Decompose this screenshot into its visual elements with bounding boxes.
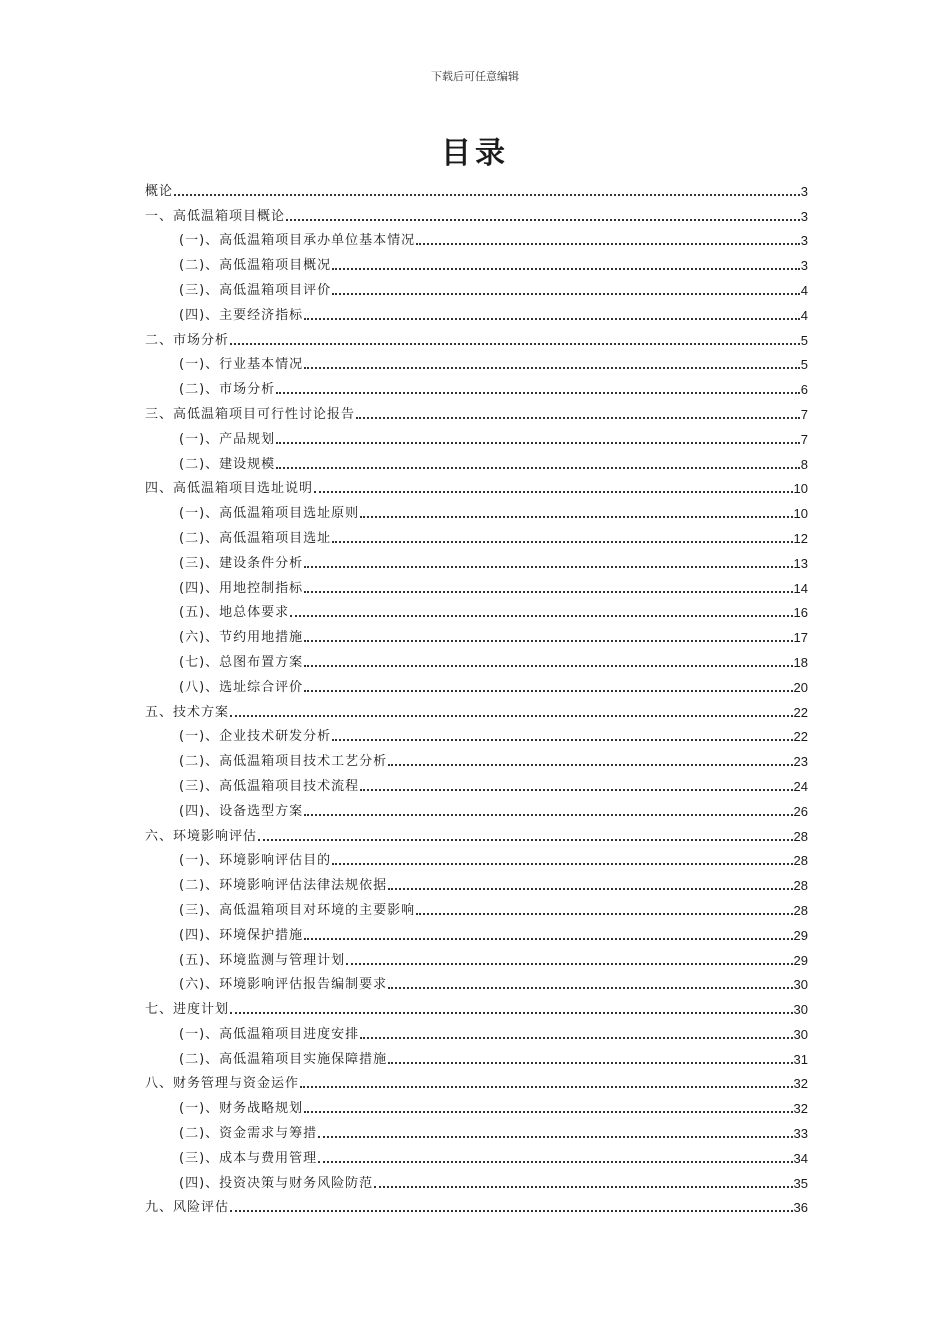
toc-entry-label: (四)、主要经济指标: [179, 307, 304, 323]
toc-subentry[interactable]: [145, 274, 808, 299]
toc-page-number: 8: [800, 456, 808, 472]
toc-entry-label: (一)、高低温箱项目选址原则: [179, 506, 360, 522]
toc-entry-label: (四)、设备选型方案: [179, 803, 304, 819]
toc-dot-leader: [230, 1012, 793, 1014]
toc-entry[interactable]: [145, 1192, 808, 1217]
toc-page-number: 28: [793, 828, 808, 844]
toc-dot-leader: [300, 1086, 793, 1088]
toc-page-number: 22: [793, 704, 808, 720]
toc-entry-label: 一、高低温箱项目概论: [145, 208, 286, 224]
toc-subentry[interactable]: [145, 869, 808, 894]
toc-page-number: 32: [793, 1101, 808, 1117]
toc-dot-leader: [304, 690, 792, 692]
table-of-contents: [145, 175, 808, 1216]
toc-entry-label: (七)、总图布置方案: [179, 654, 304, 670]
toc-dot-leader: [388, 764, 792, 766]
toc-entry-label: (六)、环境影响评估报告编制要求: [179, 977, 388, 993]
toc-page-number: 31: [793, 1051, 808, 1067]
toc-dot-leader: [374, 1186, 792, 1188]
toc-subentry[interactable]: [145, 845, 808, 870]
toc-entry-label: 九、风险评估: [145, 1200, 230, 1216]
toc-page-number: 26: [793, 803, 808, 819]
toc-subentry[interactable]: [145, 745, 808, 770]
toc-page-number: 3: [800, 183, 808, 199]
toc-subentry[interactable]: [145, 249, 808, 274]
toc-page-number: 10: [793, 506, 808, 522]
toc-subentry[interactable]: [145, 1018, 808, 1043]
toc-entry-label: 二、市场分析: [145, 332, 230, 348]
toc-dot-leader: [360, 789, 792, 791]
toc-dot-leader: [276, 392, 800, 394]
toc-entry-label: 六、环境影响评估: [145, 828, 258, 844]
toc-dot-leader: [276, 467, 800, 469]
toc-entry-label: (一)、产品规划: [179, 431, 276, 447]
toc-dot-leader: [332, 863, 792, 865]
toc-dot-leader: [290, 615, 792, 617]
toc-subentry[interactable]: [145, 225, 808, 250]
toc-entry[interactable]: [145, 820, 808, 845]
toc-page-number: 30: [793, 1002, 808, 1018]
toc-entry-label: (三)、建设条件分析: [179, 555, 304, 571]
toc-dot-leader: [416, 243, 800, 245]
toc-dot-leader: [304, 318, 800, 320]
toc-page-number: 16: [793, 605, 808, 621]
toc-dot-leader: [356, 417, 800, 419]
toc-entry-label: (二)、高低温箱项目技术工艺分析: [179, 754, 388, 770]
toc-page-number: 6: [800, 382, 808, 398]
toc-page-number: 28: [793, 902, 808, 918]
toc-entry-label: (二)、建设规模: [179, 456, 276, 472]
toc-entry-label: (一)、环境影响评估目的: [179, 853, 332, 869]
toc-subentry[interactable]: [145, 894, 808, 919]
toc-entry-label: (二)、高低温箱项目实施保障措施: [179, 1051, 388, 1067]
toc-page-number: 10: [793, 481, 808, 497]
toc-page-number: 3: [800, 258, 808, 274]
toc-page-number: 28: [793, 853, 808, 869]
toc-page-number: 3: [800, 233, 808, 249]
toc-entry[interactable]: [145, 200, 808, 225]
toc-subentry[interactable]: [145, 795, 808, 820]
toc-entry-label: (二)、环境影响评估法律法规依据: [179, 878, 388, 894]
toc-entry-label: (三)、成本与费用管理: [179, 1150, 318, 1166]
toc-subentry[interactable]: [145, 522, 808, 547]
toc-subentry[interactable]: [145, 349, 808, 374]
page-header: 下载后可任意编辑: [431, 70, 519, 83]
toc-dot-leader: [276, 442, 800, 444]
toc-subentry[interactable]: [145, 919, 808, 944]
toc-dot-leader: [332, 739, 792, 741]
toc-page-number: 36: [793, 1200, 808, 1216]
toc-subentry[interactable]: [145, 671, 808, 696]
toc-page-number: 4: [800, 282, 808, 298]
toc-entry-label: (四)、投资决策与财务风险防范: [179, 1175, 374, 1191]
toc-dot-leader: [304, 1111, 792, 1113]
toc-entry-label: (四)、环境保护措施: [179, 927, 304, 943]
toc-dot-leader: [346, 963, 792, 965]
toc-entry-label: (三)、高低温箱项目技术流程: [179, 778, 360, 794]
toc-page-number: 33: [793, 1126, 808, 1142]
toc-dot-leader: [332, 293, 800, 295]
toc-dot-leader: [314, 491, 793, 493]
toc-page-number: 20: [793, 679, 808, 695]
toc-page-number: 30: [793, 1026, 808, 1042]
toc-entry-label: (二)、市场分析: [179, 382, 276, 398]
toc-subentry[interactable]: [145, 646, 808, 671]
toc-entry-label: (五)、地总体要求: [179, 605, 290, 621]
toc-dot-leader: [388, 987, 792, 989]
toc-dot-leader: [258, 839, 793, 841]
toc-subentry[interactable]: [145, 1117, 808, 1142]
toc-subentry[interactable]: [145, 373, 808, 398]
toc-subentry[interactable]: [145, 1142, 808, 1167]
toc-page-number: 17: [793, 630, 808, 646]
page-title: 目录: [441, 136, 509, 171]
toc-page-number: 5: [800, 332, 808, 348]
toc-page-number: 3: [800, 208, 808, 224]
toc-subentry[interactable]: [145, 497, 808, 522]
toc-page-number: 18: [793, 654, 808, 670]
toc-dot-leader: [416, 913, 792, 915]
toc-page-number: 7: [800, 431, 808, 447]
toc-entry-label: (六)、节约用地措施: [179, 630, 304, 646]
toc-dot-leader: [230, 343, 800, 345]
toc-entry-label: (四)、用地控制指标: [179, 580, 304, 596]
toc-subentry[interactable]: [145, 547, 808, 572]
toc-entry-label: 概论: [145, 183, 174, 199]
toc-entry-label: (一)、企业技术研发分析: [179, 729, 332, 745]
toc-subentry[interactable]: [145, 1167, 808, 1192]
toc-entry[interactable]: [145, 696, 808, 721]
toc-page-number: 14: [793, 580, 808, 596]
toc-entry-label: 四、高低温箱项目选址说明: [145, 481, 314, 497]
toc-dot-leader: [304, 938, 792, 940]
toc-entry-label: (二)、高低温箱项目概况: [179, 258, 332, 274]
toc-dot-leader: [332, 268, 800, 270]
toc-subentry[interactable]: [145, 944, 808, 969]
toc-page-number: 23: [793, 754, 808, 770]
toc-subentry[interactable]: [145, 721, 808, 746]
toc-subentry[interactable]: [145, 621, 808, 646]
toc-entry-label: 八、财务管理与资金运作: [145, 1076, 300, 1092]
toc-subentry[interactable]: [145, 448, 808, 473]
toc-page-number: 7: [800, 406, 808, 422]
toc-subentry[interactable]: [145, 597, 808, 622]
toc-subentry[interactable]: [145, 299, 808, 324]
toc-page-number: 4: [800, 307, 808, 323]
toc-dot-leader: [360, 516, 792, 518]
toc-page-number: 24: [793, 778, 808, 794]
toc-page-number: 29: [793, 927, 808, 943]
toc-dot-leader: [304, 640, 792, 642]
toc-page-number: 35: [793, 1175, 808, 1191]
toc-entry-label: (一)、高低温箱项目进度安排: [179, 1026, 360, 1042]
toc-entry-label: 五、技术方案: [145, 704, 230, 720]
toc-entry[interactable]: [145, 1068, 808, 1093]
toc-dot-leader: [388, 888, 792, 890]
toc-dot-leader: [230, 715, 793, 717]
toc-entry-label: (三)、高低温箱项目对环境的主要影响: [179, 902, 416, 918]
toc-dot-leader: [174, 194, 800, 196]
toc-dot-leader: [286, 219, 800, 221]
toc-subentry[interactable]: [145, 572, 808, 597]
toc-dot-leader: [360, 1037, 792, 1039]
toc-dot-leader: [318, 1136, 792, 1138]
toc-subentry[interactable]: [145, 1092, 808, 1117]
toc-dot-leader: [304, 665, 792, 667]
toc-dot-leader: [304, 591, 792, 593]
toc-subentry[interactable]: [145, 423, 808, 448]
toc-dot-leader: [304, 814, 792, 816]
toc-dot-leader: [304, 367, 800, 369]
toc-dot-leader: [318, 1161, 792, 1163]
toc-page-number: 30: [793, 977, 808, 993]
toc-entry-label: (一)、行业基本情况: [179, 357, 304, 373]
toc-entry-label: (三)、高低温箱项目评价: [179, 282, 332, 298]
toc-entry-label: (五)、环境监测与管理计划: [179, 952, 346, 968]
toc-entry-label: 三、高低温箱项目可行性讨论报告: [145, 406, 356, 422]
toc-entry[interactable]: [145, 324, 808, 349]
toc-subentry[interactable]: [145, 770, 808, 795]
toc-page-number: 28: [793, 878, 808, 894]
toc-entry-label: 七、进度计划: [145, 1002, 230, 1018]
toc-dot-leader: [304, 566, 792, 568]
toc-entry[interactable]: [145, 473, 808, 498]
toc-entry-label: (八)、选址综合评价: [179, 679, 304, 695]
toc-page-number: 12: [793, 530, 808, 546]
toc-page-number: 13: [793, 555, 808, 571]
toc-entry[interactable]: [145, 175, 808, 200]
toc-entry-label: (一)、高低温箱项目承办单位基本情况: [179, 233, 416, 249]
toc-page-number: 32: [793, 1076, 808, 1092]
toc-entry-label: (二)、资金需求与筹措: [179, 1126, 318, 1142]
toc-page-number: 29: [793, 952, 808, 968]
toc-entry-label: (二)、高低温箱项目选址: [179, 530, 332, 546]
toc-subentry[interactable]: [145, 1043, 808, 1068]
toc-dot-leader: [230, 1210, 793, 1212]
toc-entry-label: (一)、财务战略规划: [179, 1101, 304, 1117]
toc-entry[interactable]: [145, 398, 808, 423]
toc-page-number: 5: [800, 357, 808, 373]
toc-subentry[interactable]: [145, 969, 808, 994]
toc-dot-leader: [332, 541, 792, 543]
toc-entry[interactable]: [145, 993, 808, 1018]
toc-page-number: 22: [793, 729, 808, 745]
toc-page-number: 34: [793, 1150, 808, 1166]
toc-dot-leader: [388, 1062, 792, 1064]
